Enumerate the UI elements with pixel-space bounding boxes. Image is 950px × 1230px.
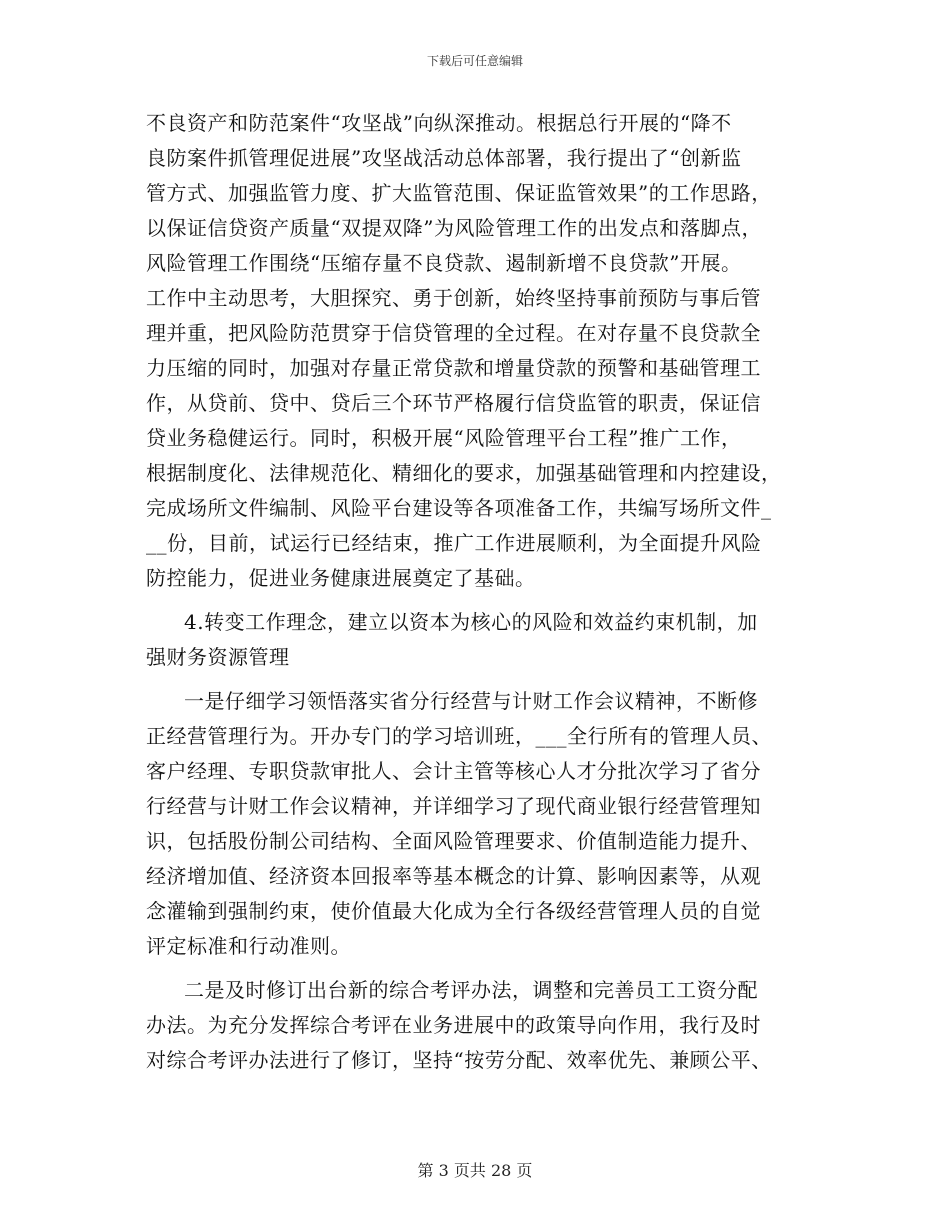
text-line: 对综合考评办法进行了修订，坚持“按劳分配、效率优先、兼顾公平、 xyxy=(146,1048,772,1072)
text-line: 正经营管理行为。开办专门的学习培训班，___全行所有的管理人员、 xyxy=(146,724,772,748)
text-line: 完成场所文件编制、风险平台建设等各项准备工作，共编写场所文件_ xyxy=(146,496,772,520)
text-line: 不良资产和防范案件“攻坚战”向纵深推动。根据总行开展的“降不 xyxy=(146,111,732,135)
text-line: 良防案件抓管理促进展”攻坚战活动总体部署，我行提出了“创新监 xyxy=(146,146,742,170)
text-line: 作，从贷前、贷中、贷后三个环节严格履行信贷监管的职责，保证信 xyxy=(146,391,761,415)
text-line: 以保证信贷资产质量“双提双降”为风险管理工作的出发点和落脚点， xyxy=(146,216,762,240)
text-line: 识，包括股份制公司结构、全面风险管理要求、价值制造能力提升、 xyxy=(146,829,761,853)
text-line: 防控能力，促进业务健康进展奠定了基础。 xyxy=(146,566,536,590)
page-header: 下载后可任意编辑 xyxy=(426,54,523,68)
text-line: 办法。为充分发挥综合考评在业务进展中的政策导向作用，我行及时 xyxy=(146,1013,761,1037)
text-line: 客户经理、专职贷款审批人、会计主管等核心人才分批次学习了省分 xyxy=(146,759,761,783)
text-line: 念灌输到强制约束，使价值最大化成为全行各级经营管理人员的自觉 xyxy=(146,899,761,923)
text-line: 风险管理工作围绕“压缩存量不良贷款、遏制新增不良贷款”开展。 xyxy=(146,251,742,275)
section-heading-line: 4.转变工作理念，建立以资本为核心的风险和效益约束机制，加 xyxy=(184,610,758,634)
text-line: 管方式、加强监管力度、扩大监管范围、保证监管效果”的工作思路， xyxy=(146,181,772,205)
text-line: 经济增加值、经济资本回报率等基本概念的计算、影响因素等，从观 xyxy=(146,864,761,888)
text-line: 力压缩的同时，加强对存量正常贷款和增量贷款的预警和基础管理工 xyxy=(146,356,761,380)
text-line: 工作中主动思考，大胆探究、勇于创新，始终坚持事前预防与事后管 xyxy=(146,286,761,310)
text-line: 二是及时修订出台新的综合考评办法，调整和完善员工工资分配 xyxy=(184,978,758,1002)
text-line: 行经营与计财工作会议精神，并详细学习了现代商业银行经营管理知 xyxy=(146,794,761,818)
page-footer: 第 3 页共 28 页 xyxy=(417,1161,533,1180)
text-line: 贷业务稳健运行。同时，积极开展“风险管理平台工程”推广工作， xyxy=(146,426,742,450)
text-line: 理并重，把风险防范贯穿于信贷管理的全过程。在对存量不良贷款全 xyxy=(146,321,761,345)
text-line: 根据制度化、法律规范化、精细化的要求，加强基础管理和内控建设， xyxy=(146,461,782,485)
text-line: 评定标准和行动准则。 xyxy=(146,934,351,958)
text-line: 一是仔细学习领悟落实省分行经营与计财工作会议精神，不断修 xyxy=(184,689,758,713)
section-heading-line: 强财务资源管理 xyxy=(146,645,290,669)
document-body xyxy=(146,106,806,1078)
text-line: __份，目前，试运行已经结束，推广工作进展顺利，为全面提升风险 xyxy=(146,531,762,555)
